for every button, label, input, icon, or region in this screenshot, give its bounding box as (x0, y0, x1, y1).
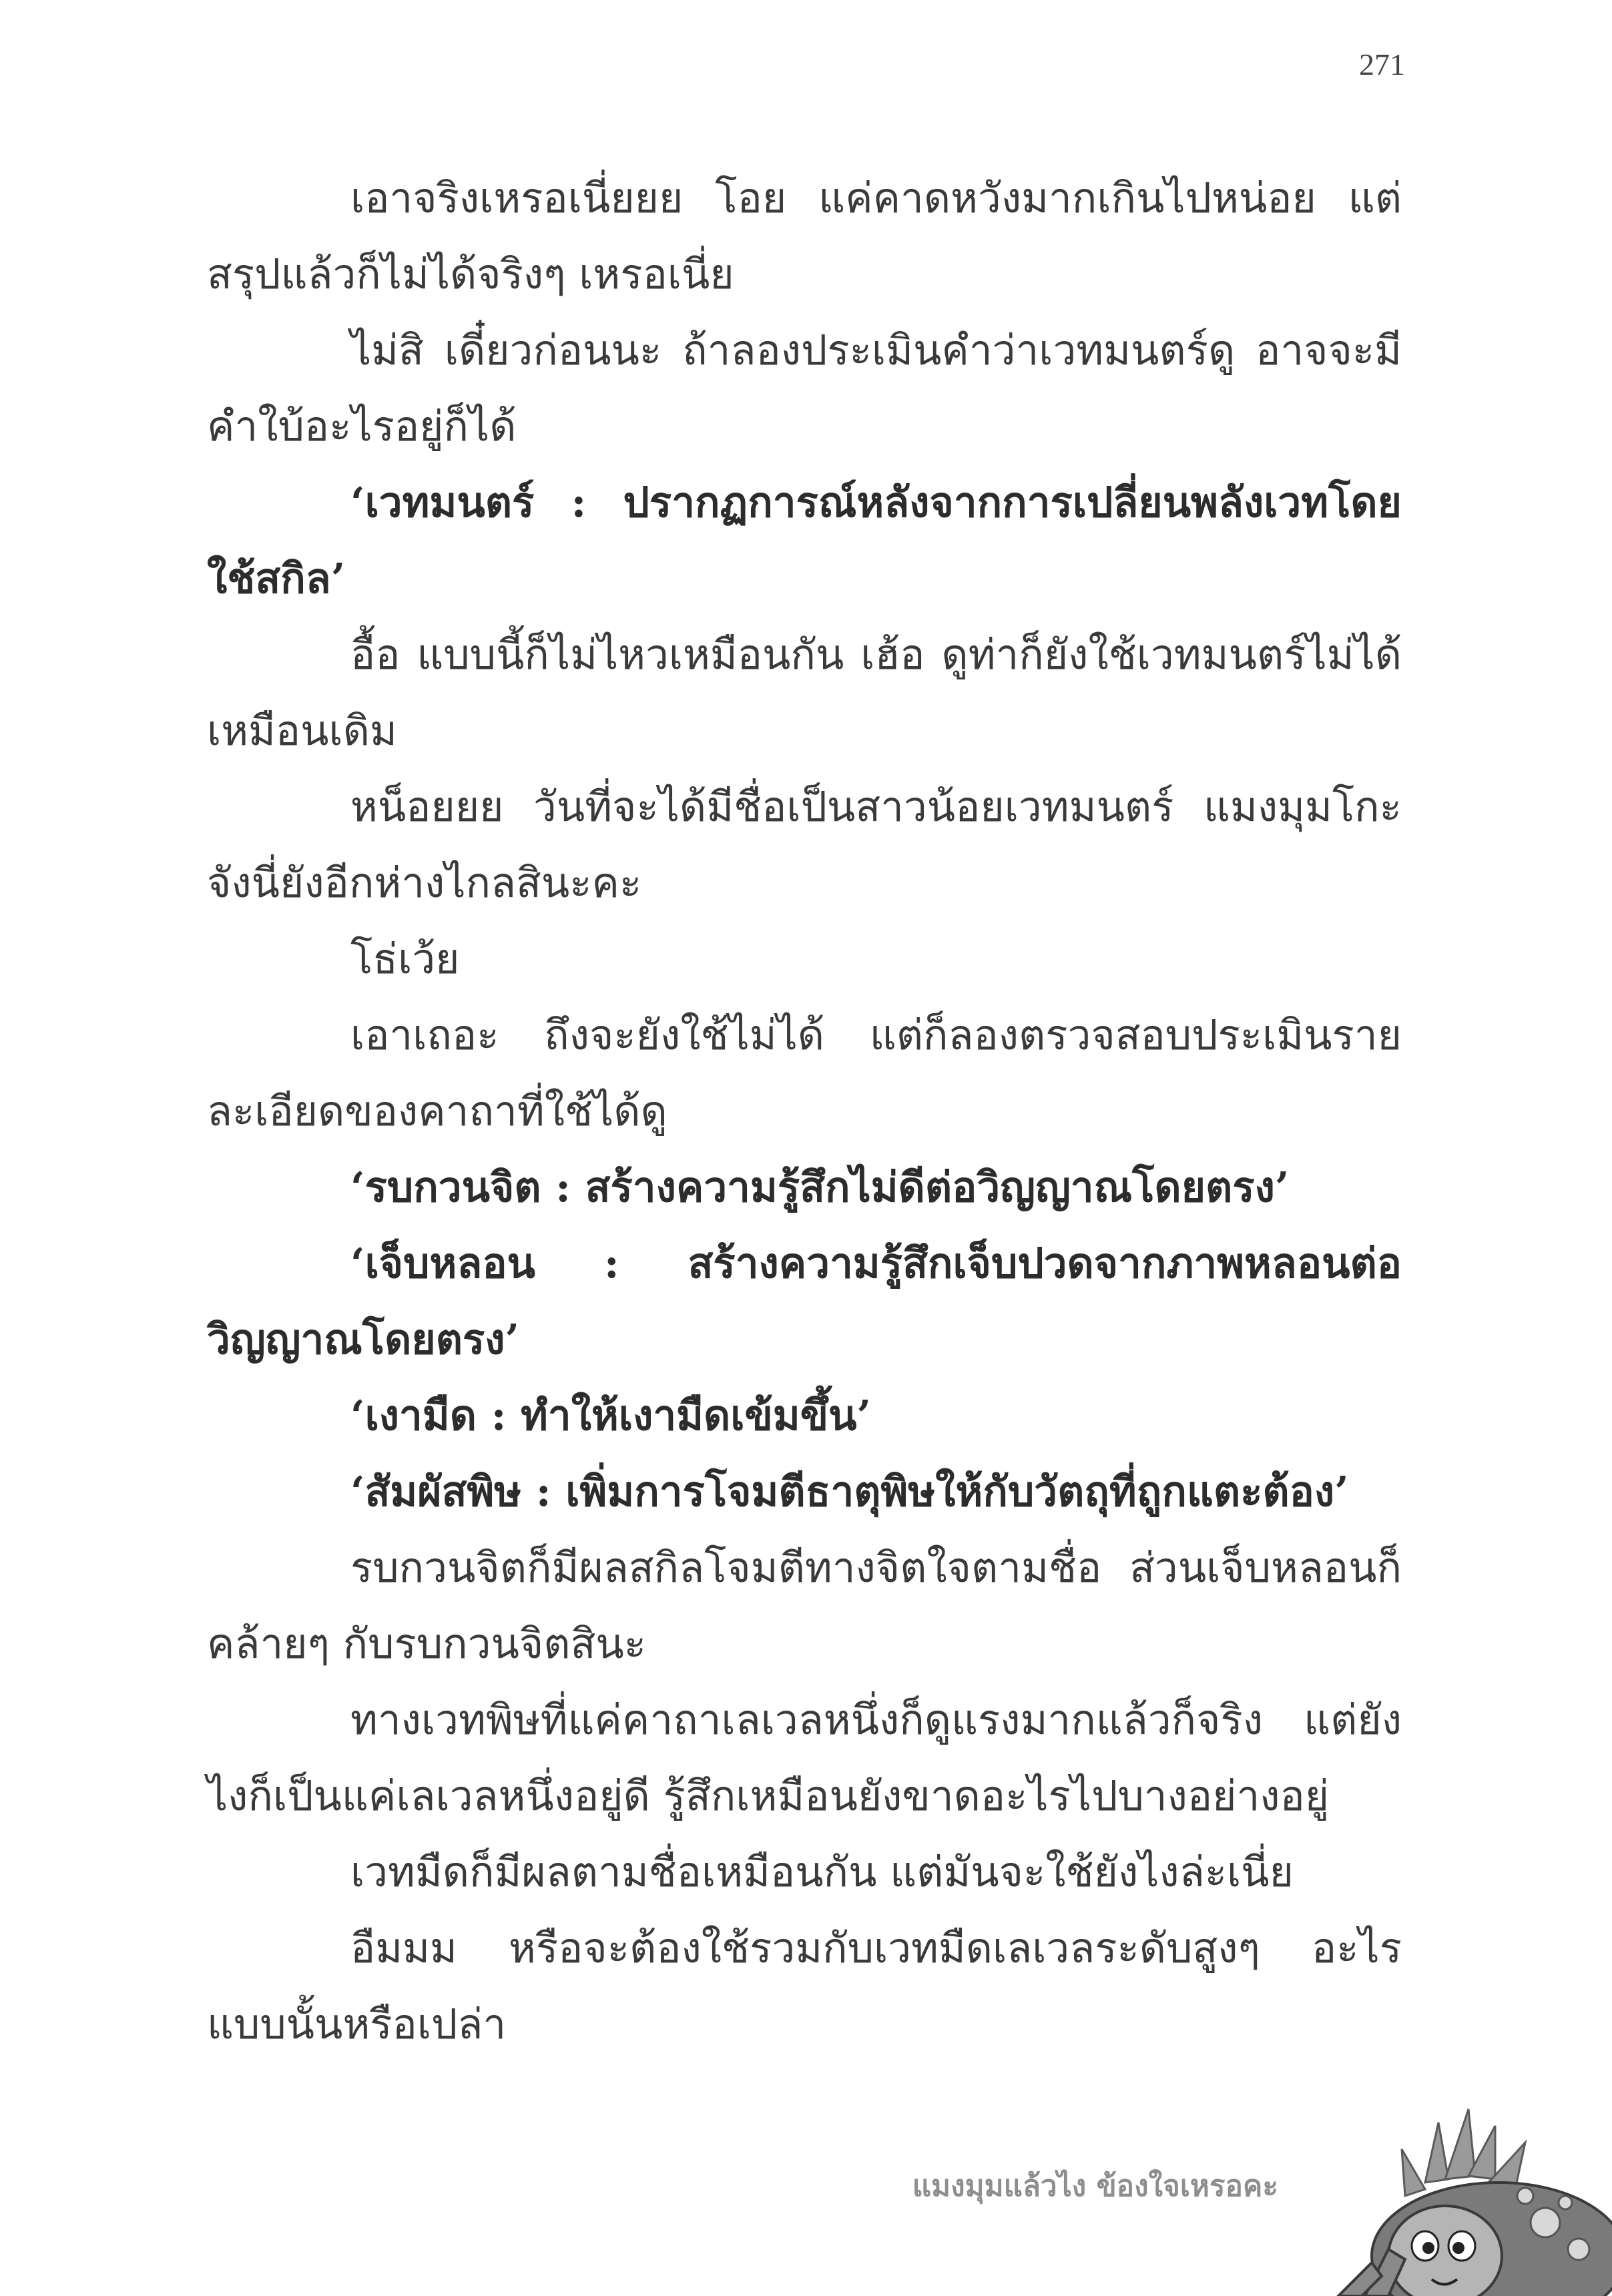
page-footer (0, 2056, 1612, 2249)
paragraph: เวทมืดก็มีผลตามชื่อเหมือนกัน แต่มันจะใช้ยังไงล่ะเนี่ย (350, 1847, 1294, 1896)
paragraph: เอาจริงเหรอเนี่ยยย โอย แค่คาดหวังมากเกินไปหน่อย แต่สรุปแล้วก็ไม่ได้จริงๆ เหรอเนี่ย (207, 174, 1402, 298)
skill-definition: ‘เงามืด : ทำให้เงามืดเข้มขึ้น’ (350, 1391, 872, 1440)
paragraph: รบกวนจิตก็มีผลสกิลโจมตีทางจิตใจตามชื่อ ส่วนเจ็บหลอนก็คล้ายๆ กับรบกวนจิตสินะ (207, 1543, 1402, 1668)
paragraph: ไม่สิ เดี๋ยวก่อนนะ ถ้าลองประเมินคำว่าเวทมนตร์ดู อาจจะมีคำใบ้อะไรอยู่ก็ได้ (207, 326, 1402, 451)
paragraph: หน็อยยย วันที่จะได้มีชื่อเป็นสาวน้อยเวทมนตร์ แมงมุมโกะจังนี่ยังอีกห่างไกลสินะคะ (207, 782, 1402, 907)
skill-definition: ‘รบกวนจิต : สร้างความรู้สึกไม่ดีต่อวิญญาณโดยตรง’ (350, 1163, 1290, 1211)
running-footer-title: แมงมุมแล้วไง ข้องใจเหรอคะ (912, 2169, 1278, 2203)
skill-definition: ‘สัมผัสพิษ : เพิ่มการโจมตีธาตุพิษให้กับวัตถุที่ถูกแตะต้อง’ (350, 1467, 1349, 1516)
body-text (207, 160, 1402, 2062)
paragraph: อื้อ แบบนี้ก็ไม่ไหวเหมือนกัน เฮ้อ ดูท่าก็ยังใช้เวทมนตร์ไม่ได้เหมือนเดิม (207, 630, 1402, 755)
skill-definition: ‘เวทมนตร์ : ปรากฏการณ์หลังจากการเปลี่ยนพลังเวทโดยใช้สกิล’ (207, 478, 1402, 603)
skill-definition: ‘เจ็บหลอน : สร้างความรู้สึกเจ็บปวดจากภาพหลอนต่อวิญญาณโดยตรง’ (207, 1239, 1402, 1364)
paragraph: ทางเวทพิษที่แค่คาถาเลเวลหนึ่งก็ดูแรงมากแล้วก็จริง แต่ยังไงก็เป็นแค่เลเวลหนึ่งอยู่ดี รู้สึกเหมือนยังขาดอะไรไปบางอย่างอยู่ (207, 1695, 1402, 1820)
paragraph: เอาเถอะ ถึงจะยังใช้ไม่ได้ แต่ก็ลองตรวจสอบประเมินรายละเอียดของคาถาที่ใช้ได้ดู (207, 1011, 1402, 1135)
paragraph: โธ่เว้ย (350, 934, 460, 983)
page-number: 271 (1359, 47, 1405, 81)
paragraph: อืมมม หรือจะต้องใช้รวมกับเวทมืดเลเวลระดับสูงๆ อะไรแบบนั้นหรือเปล่า (207, 1924, 1402, 2048)
spider-mascot-illustration (1325, 2096, 1612, 2296)
